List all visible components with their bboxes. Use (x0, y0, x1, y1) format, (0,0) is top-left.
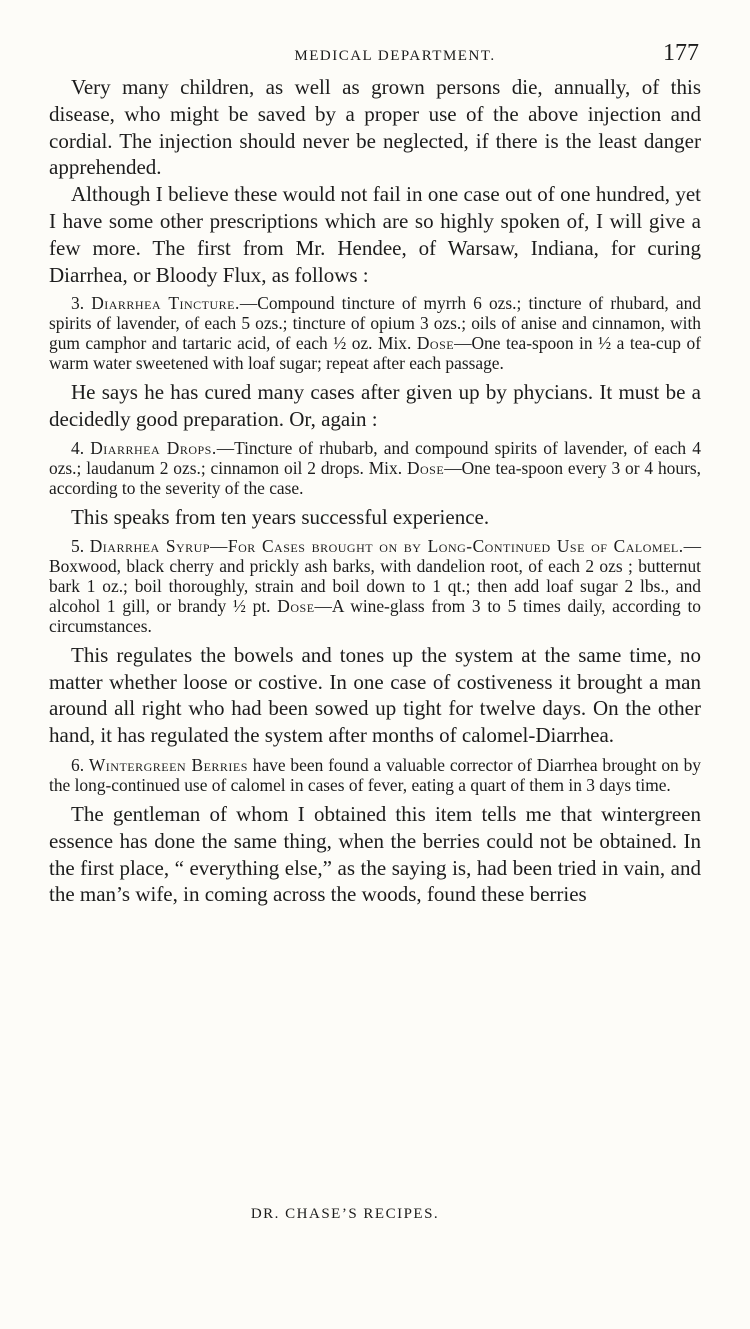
paragraph-other-prescriptions: Although I believe these would not fail in one case out of one hundred, yet I have some other prescriptions which are so highly spoken of, I will give a few more. The first from Mr. Hendee, of Warsaw, Indiana, for curing Diarrhea, or Bloody Flux, as follows : (49, 182, 701, 287)
recipe-wintergreen-berries (49, 755, 701, 795)
recipe-body: —Tincture of rhubarb, and compound spirits of lavender, of each 4 ozs.; laudanum 2 ozs.; cinnamon oil 2 drops. Mix. (49, 437, 701, 478)
recipe-number: 4. (71, 437, 85, 458)
recipe-number: 3. (71, 293, 85, 314)
recipe-diarrhea-tincture (49, 293, 701, 373)
paragraph-cured-cases: He says he has cured many cases after given up by phycians. It must be a decidedly good preparation. Or, again : (49, 380, 701, 432)
book-page (49, 38, 701, 908)
recipe-number: 6. (71, 754, 85, 775)
recipe-body: —Compound tincture of myrrh 6 ozs.; tincture of rhubard, and spirits of lavender, of each 5 ozs.; tincture of opium 3 ozs.; oils of anise and cinnamon, with gum camphor and tartaric acid, of each ½ oz. Mix. (49, 293, 701, 354)
dose-text: —One tea-spoon in ½ a tea-cup of warm water sweetened with loaf sugar; repeat after each passage. (49, 333, 701, 374)
dose-label: Dose (416, 333, 455, 354)
recipe-title: Diarrhea Tincture. (91, 293, 240, 314)
recipe-diarrhea-drops (49, 438, 701, 498)
recipe-number: 5. (71, 535, 85, 556)
recipe-body: —Boxwood, black cherry and prickly ash barks, with dandelion root, of each 2 ozs ; butternut bark 1 oz.; boil thoroughly, strain and boil down to 1 qt.; then add loaf sugar 2 lbs., and alcohol 1 gill, or brandy ½ pt. (49, 535, 701, 616)
dose-label: Dose (277, 595, 315, 616)
paragraph-experience: This speaks from ten years successful experience. (71, 504, 490, 529)
dose-label: Dose (406, 457, 445, 478)
dose-text: —A wine-glass from 3 to 5 times daily, according to circumstances. (49, 595, 702, 636)
running-head: MEDICAL DEPARTMENT. (294, 48, 496, 64)
page-number: 177 (663, 40, 699, 66)
dose-text: —One tea-spoon every 3 or 4 hours, according to the severity of the case. (49, 457, 701, 498)
recipe-title: Diarrhea Drops. (90, 437, 217, 458)
recipe-title: Wintergreen Berries (88, 754, 248, 775)
recipe-body: have been found a valuable corrector of Diarrhea brought on by the long-continued use of calomel in cases of fever, eating a quart of them in 3 days time. (49, 754, 701, 795)
recipe-diarrhea-syrup (49, 536, 701, 636)
page-header (49, 38, 701, 74)
paragraph-wintergreen-essence: The gentleman of whom I obtained this item tells me that wintergreen essence has done the same thing, when the berries could not be obtained. In the first place, “ everything else,” as the saying is, had been tried in vain, and the man’s wife, in coming across the woods, found these berries (49, 801, 701, 907)
running-foot: DR. CHASE’S RECIPES. (250, 1206, 440, 1222)
paragraph-regulates-bowels: This regulates the bowels and tones up the system at the same time, no matter whether loose or costive. In one case of costiveness it brought a man around all right who had been sowed up tight for twelve days. On the other hand, it has regulated the system after months of calomel-Diarrhea. (49, 642, 701, 748)
recipe-title: Diarrhea Syrup—For Cases brought on by Long-Continued Use of Calomel. (89, 535, 684, 556)
paragraph-children-mortality: Very many children, as well as grown persons die, annually, of this disease, who might be saved by a proper use of the above injection and cordial. The injection should never be neglected, if there is the least danger apprehended. (49, 75, 701, 180)
